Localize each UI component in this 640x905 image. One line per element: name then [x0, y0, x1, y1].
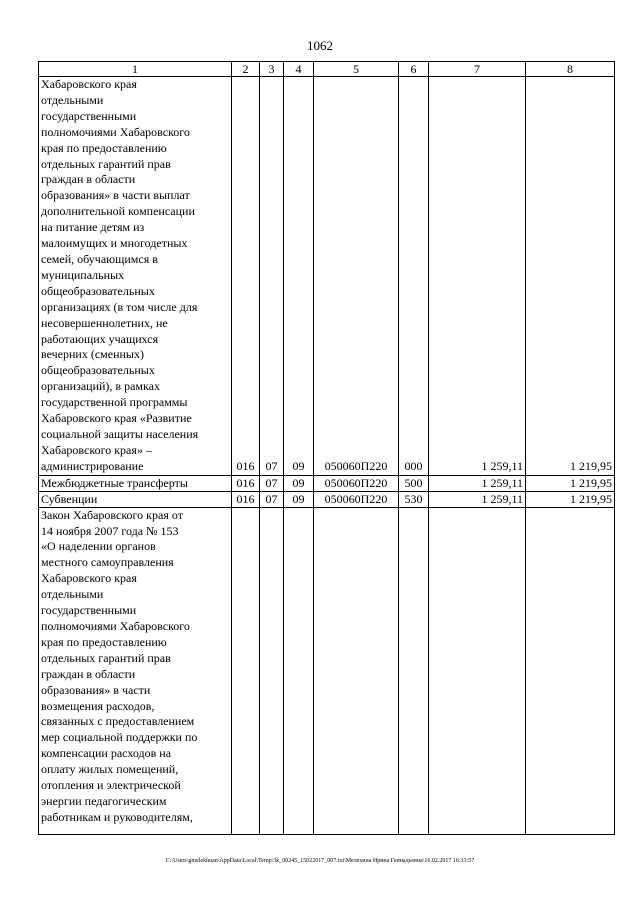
cell-subsection: 09 [284, 491, 314, 507]
cell-ministry-code [232, 507, 260, 834]
table-row [39, 77, 615, 476]
col-header-4: 4 [284, 62, 314, 77]
cell-ministry-code: 016 [232, 491, 260, 507]
row-description: Межбюджетные трансферты [39, 475, 232, 491]
row-description: Закон Хабаровского края от 14 ноября 2007 года № 153 «О наделении органов местного самоуправления Хабаровского края отдельными государственными полномочиями Хабаровского края по предоставлению отдельных гарантий прав граждан в области образования» в части возмещения расходов, связанных с предоставлением мер социальной поддержки по компенсации расходов на оплату жилых помещений, отопления и электрической энергии педагогическим работникам и руководителям, [39, 507, 232, 834]
cell-expense-type: 500 [399, 475, 429, 491]
cell-ministry-code: 016 [232, 475, 260, 491]
table-row [39, 491, 615, 507]
cell-amount-2: 1 219,95 [526, 475, 615, 491]
page-number: 1062 [307, 38, 333, 53]
col-header-3: 3 [260, 62, 284, 77]
cell-amount-2: 1 219,95 [526, 77, 615, 476]
table-row [39, 475, 615, 491]
cell-amount-1 [429, 507, 526, 834]
col-header-5: 5 [314, 62, 399, 77]
row-description: Хабаровского края отдельными государственными полномочиями Хабаровского края по предоставлению отдельных гарантий прав граждан в области образования» в части выплат дополнительной компенсации на питание детям из малоимущих и многодетных семей, обучающимся в муниципальных общеобразовательных организациях (в том числе для несовершеннолетних, не работающих учащихся вечерних (сменных) общеобразовательных организаций), в рамках государственной программы Хабаровского края «Развитие социальной защиты населения Хабаровского края» – администрирование [39, 77, 232, 476]
cell-amount-1: 1 259,11 [429, 475, 526, 491]
cell-expense-type: 530 [399, 491, 429, 507]
cell-expense-type: 000 [399, 77, 429, 476]
cell-amount-1: 1 259,11 [429, 77, 526, 476]
header-row [39, 62, 615, 77]
cell-expense-type [399, 507, 429, 834]
cell-section [260, 507, 284, 834]
cell-ministry-code: 016 [232, 77, 260, 476]
cell-target-article: 050060П220 [314, 475, 399, 491]
cell-section: 07 [260, 475, 284, 491]
budget-table [38, 61, 615, 835]
cell-section: 07 [260, 77, 284, 476]
col-header-7: 7 [429, 62, 526, 77]
cell-target-article: 050060П220 [314, 77, 399, 476]
col-header-6: 6 [399, 62, 429, 77]
row-description: Субвенции [39, 491, 232, 507]
cell-section: 07 [260, 491, 284, 507]
col-header-2: 2 [232, 62, 260, 77]
cell-target-article [314, 507, 399, 834]
col-header-8: 8 [526, 62, 615, 77]
cell-target-article: 050060П220 [314, 491, 399, 507]
cell-amount-1: 1 259,11 [429, 491, 526, 507]
col-header-1: 1 [39, 62, 232, 77]
cell-subsection [284, 507, 314, 834]
file-path-footer: C:\Users\gmelekhuan\AppData\Local\Temp\3k_00245_15022017_007.txt\Мелехина Ирина Геннадьевна\16.02.2017 16:33:57 [165, 858, 475, 864]
cell-amount-2: 1 219,95 [526, 491, 615, 507]
table-row [39, 507, 615, 834]
cell-amount-2 [526, 507, 615, 834]
cell-subsection: 09 [284, 77, 314, 476]
cell-subsection: 09 [284, 475, 314, 491]
